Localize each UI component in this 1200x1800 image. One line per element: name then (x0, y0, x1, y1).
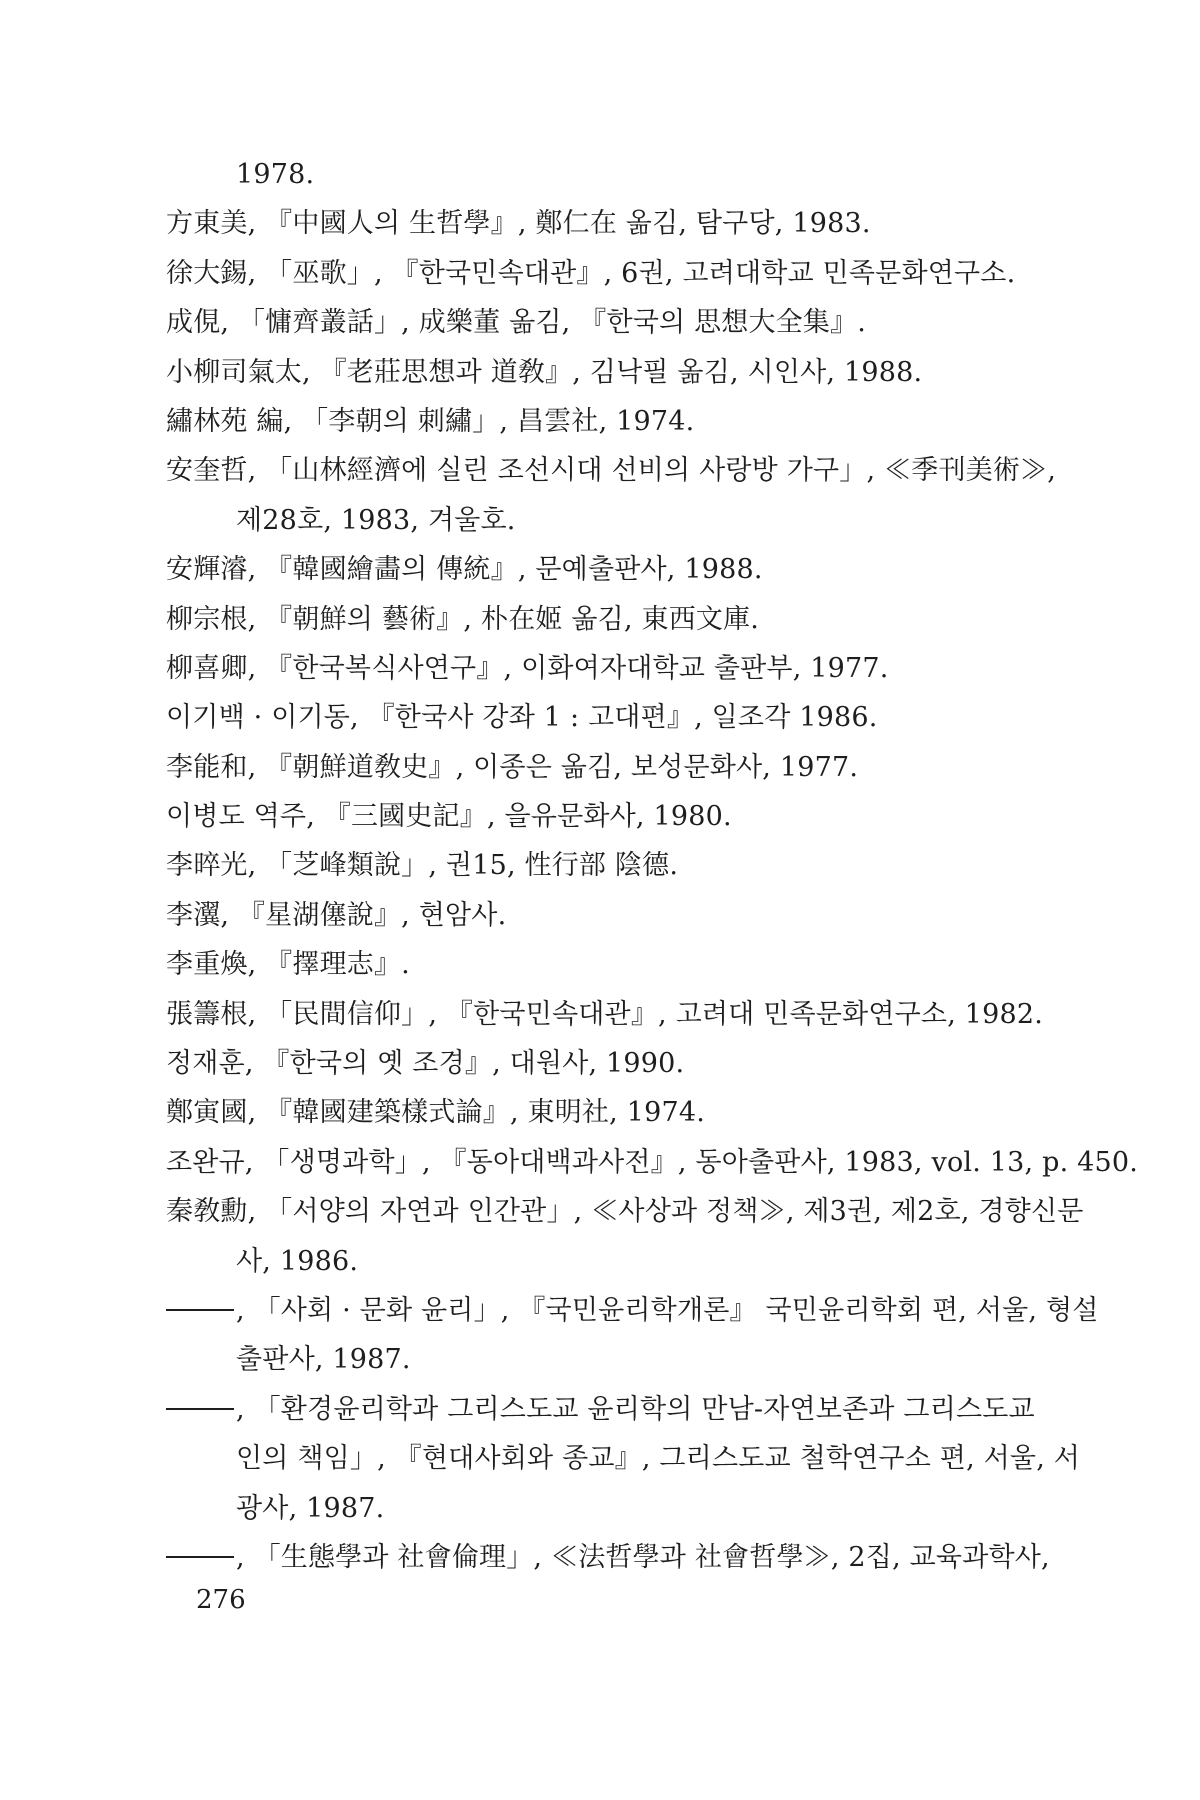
reference-text: 安輝濬, 『韓國繪畵의 傳統』, 문예출판사, 1988. (166, 554, 763, 586)
reference-line (166, 1533, 1066, 1582)
reference-text: , 「사회 · 문화 윤리」, 『국민윤리학개론』 국민윤리학회 편, 서울, 형설 (236, 1294, 1099, 1326)
reference-text: 사, 1986. (236, 1245, 359, 1277)
reference-line (166, 1434, 1081, 1483)
reference-line (166, 1039, 1066, 1088)
reference-line (166, 199, 1066, 248)
reference-text: , 「生態學과 社會倫理」, ≪法哲學과 社會哲學≫, 2집, 교육과학사, (236, 1541, 1050, 1573)
reference-line (166, 1484, 1066, 1533)
reference-text: 광사, 1987. (236, 1492, 385, 1524)
reference-text: 鄭寅國, 『韓國建築樣式論』, 東明社, 1974. (166, 1097, 705, 1129)
reference-text: 成俔, 「慵齊叢話」, 成樂董 옮김, 『한국의 思想大全集』. (166, 307, 867, 339)
reference-line (166, 1286, 1099, 1335)
reference-text: 조완규, 「생명과학」, 『동아대백과사전』, 동아출판사, 1983, vol. 13, p. 450. (166, 1146, 1139, 1178)
reference-text: 정재훈, 『한국의 옛 조경』, 대원사, 1990. (166, 1048, 685, 1080)
same-author-dash (166, 1408, 234, 1410)
reference-line (166, 545, 1066, 594)
reference-line (166, 1237, 1066, 1286)
reference-line (166, 298, 1066, 347)
reference-line (166, 595, 1066, 644)
reference-text: 柳宗根, 『朝鮮의 藝術』, 朴在姬 옮김, 東西文庫. (166, 603, 760, 635)
reference-line (166, 1088, 1066, 1137)
reference-line (166, 1335, 1066, 1384)
reference-text: 출판사, 1987. (236, 1344, 411, 1376)
reference-line (166, 397, 1066, 446)
reference-text: 1978. (236, 159, 315, 190)
reference-line (166, 1385, 1066, 1434)
reference-text: 秦敎勳, 「서양의 자연과 인간관」, ≪사상과 정책≫, 제3권, 제2호, 경향신문 (166, 1196, 1084, 1228)
reference-text: 李能和, 『朝鮮道敎史』, 이종은 옮김, 보성문화사, 1977. (166, 751, 859, 783)
reference-line (166, 693, 1066, 742)
reference-line (166, 1187, 1084, 1236)
bibliography-list (166, 150, 1139, 1582)
reference-line (166, 1138, 1139, 1187)
reference-line (166, 940, 1066, 989)
reference-text: 小柳司氣太, 『老莊思想과 道敎』, 김낙필 옮김, 시인사, 1988. (166, 356, 923, 388)
reference-text: 이병도 역주, 『三國史記』, 을유문화사, 1980. (166, 801, 732, 833)
same-author-dash (166, 1309, 234, 1311)
reference-line (166, 348, 1066, 397)
reference-text: 이기백 · 이기동, 『한국사 강좌 1 : 고대편』, 일조각 1986. (166, 702, 878, 734)
reference-text: 繡林苑 編, 「李朝의 刺繡」, 昌雲社, 1974. (166, 405, 695, 437)
reference-line (166, 891, 1066, 940)
reference-line (166, 743, 1066, 792)
reference-line (166, 446, 1066, 495)
reference-line (166, 249, 1066, 298)
reference-line (166, 792, 1066, 841)
reference-text: 張籌根, 「民間信仰」, 『한국민속대관』, 고려대 민족문화연구소, 1982. (166, 998, 1044, 1030)
reference-line (166, 496, 1066, 545)
reference-text: 柳喜卿, 『한국복식사연구』, 이화여자대학교 출판부, 1977. (166, 652, 889, 684)
reference-text: 제28호, 1983, 겨울호. (236, 504, 516, 536)
reference-line (166, 990, 1066, 1039)
reference-text: 李重煥, 『擇理志』. (166, 949, 410, 981)
reference-text: 李瀷, 『星湖僿說』, 현암사. (166, 899, 507, 931)
reference-line (166, 644, 1066, 693)
reference-text: 安奎哲, 「山林經濟에 실린 조선시대 선비의 사랑방 가구」, ≪季刊美術≫, (166, 455, 1057, 487)
reference-line (166, 841, 1066, 890)
reference-text: 徐大錫, 「巫歌」, 『한국민속대관』, 6권, 고려대학교 민족문화연구소. (166, 257, 1016, 289)
reference-line (166, 150, 1066, 199)
reference-text: 인의 책임」, 『현대사회와 종교』, 그리스도교 철학연구소 편, 서울, 서 (236, 1443, 1081, 1475)
reference-text: , 「환경윤리학과 그리스도교 윤리학의 만남-자연보존과 그리스도교 (236, 1393, 1035, 1425)
reference-text: 李晬光, 「芝峰類說」, 권15, 性行部 陰德. (166, 850, 679, 882)
reference-text: 方東美, 『中國人의 生哲學』, 鄭仁在 옮김, 탐구당, 1983. (166, 208, 871, 240)
page-number: 276 (196, 1585, 246, 1615)
same-author-dash (166, 1556, 234, 1558)
